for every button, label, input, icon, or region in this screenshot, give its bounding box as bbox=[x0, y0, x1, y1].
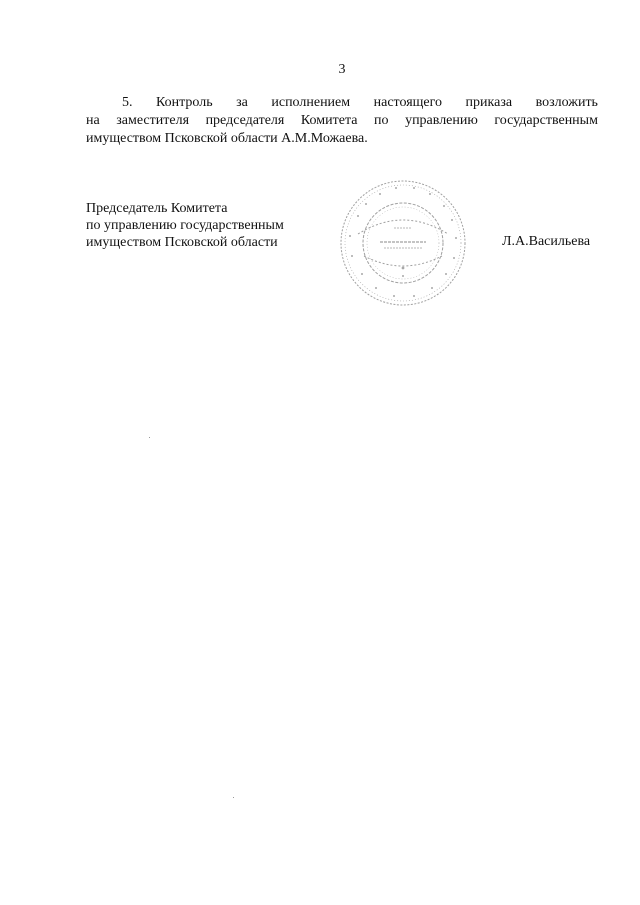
word: Комитета bbox=[300, 113, 358, 128]
paragraph-line-3: имуществом Псковской области А.М.Можаева. bbox=[86, 131, 368, 146]
signer-title-line: по управлению государственным bbox=[86, 218, 284, 233]
word: 5. bbox=[122, 95, 133, 110]
word: возложить bbox=[535, 95, 598, 110]
word: председателя bbox=[205, 113, 285, 128]
paragraph-line-1 bbox=[86, 94, 598, 112]
word: государственным bbox=[494, 113, 598, 128]
scan-speck bbox=[233, 797, 234, 798]
page-number: 3 bbox=[338, 62, 346, 77]
word: заместителя bbox=[116, 113, 190, 128]
scan-speck bbox=[149, 437, 150, 438]
word: Контроль bbox=[156, 95, 213, 110]
signer-title-line: Председатель Комитета bbox=[86, 201, 228, 216]
signer-title-line: имуществом Псковской области bbox=[86, 235, 278, 250]
body-paragraph bbox=[86, 94, 598, 148]
word: приказа bbox=[465, 95, 513, 110]
word: исполнением bbox=[271, 95, 351, 110]
word: управлению bbox=[405, 113, 478, 128]
word: за bbox=[236, 95, 248, 110]
word: по bbox=[374, 113, 389, 128]
signer-title bbox=[86, 200, 284, 251]
word: настоящего bbox=[373, 95, 443, 110]
signer-name: Л.А.Васильева bbox=[502, 234, 591, 249]
paragraph-line-2 bbox=[86, 112, 598, 130]
word: на bbox=[86, 113, 100, 128]
official-stamp-icon bbox=[336, 176, 470, 310]
